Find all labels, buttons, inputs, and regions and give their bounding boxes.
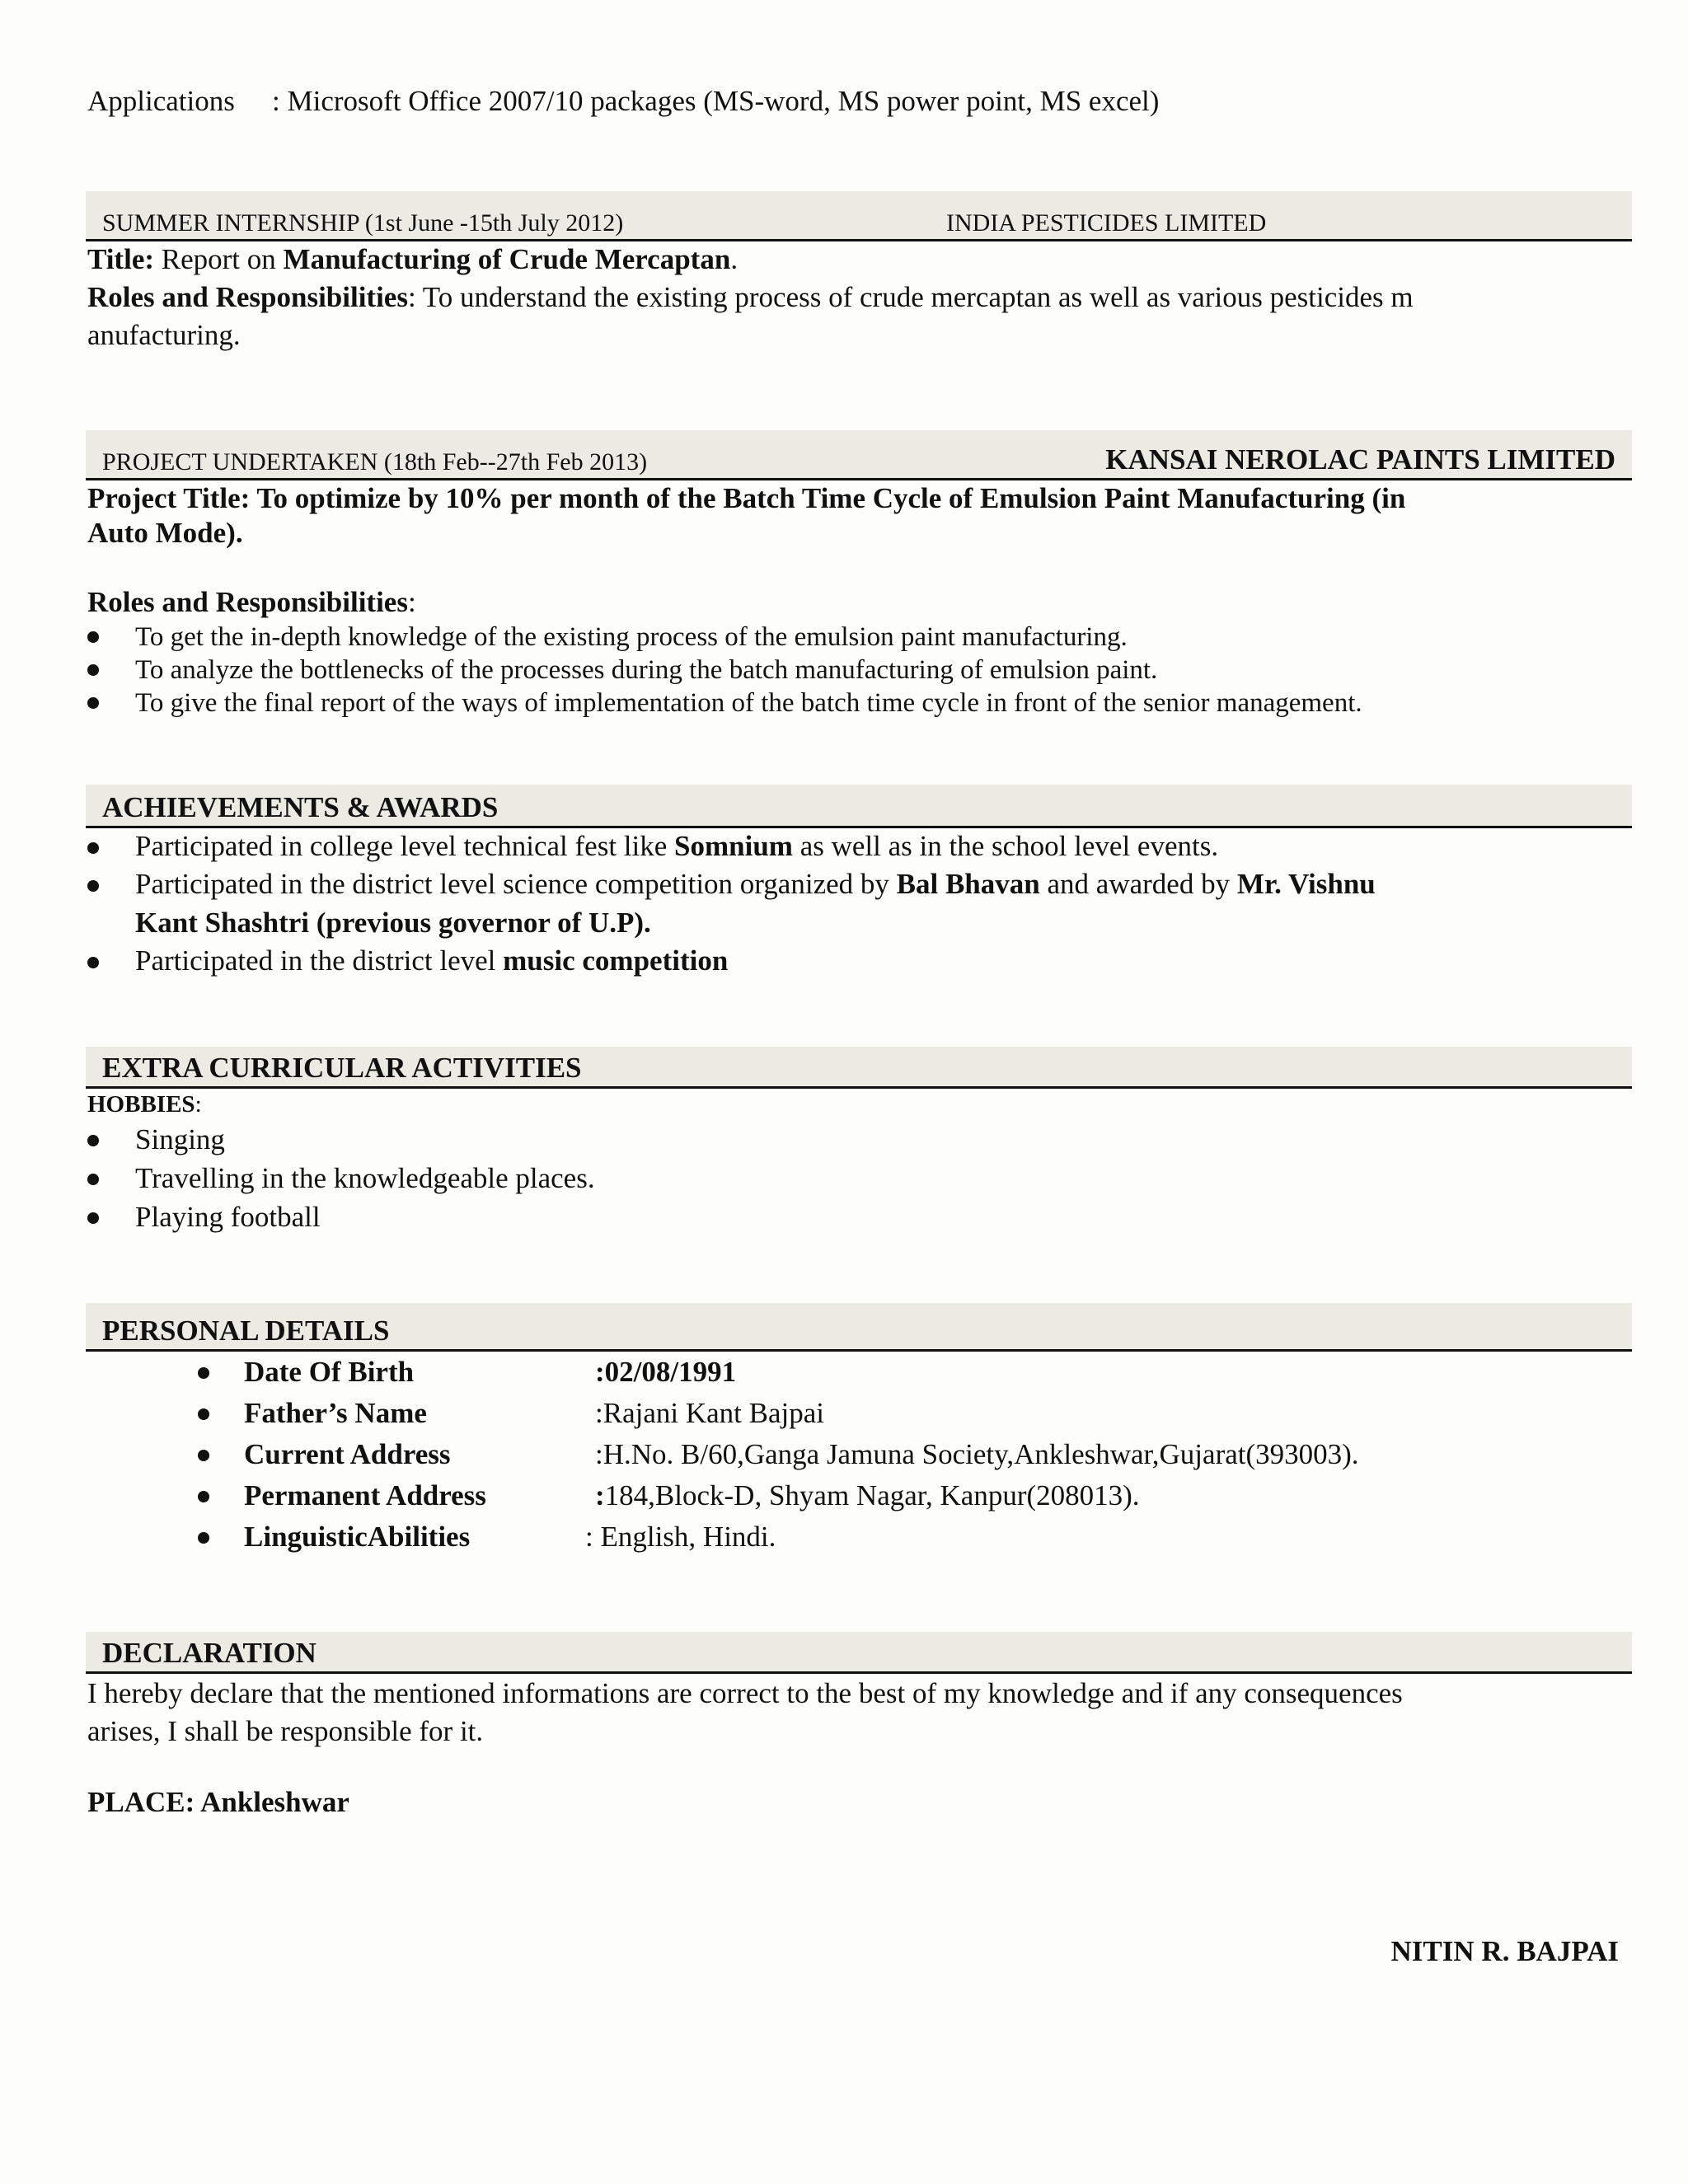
- hobby-item: Travelling in the knowledgeable places.: [135, 1162, 595, 1194]
- internship-title-bold: Manufacturing of Crude Mercaptan: [283, 243, 731, 275]
- achievement-bold: Bal Bhavan: [896, 868, 1040, 900]
- internship-title: [87, 241, 738, 279]
- hobbies-label: HOBBIES: [87, 1091, 195, 1118]
- bullet-icon: [87, 664, 99, 676]
- personal-value: : English, Hindi.: [585, 1521, 776, 1553]
- internship-title-label: Title:: [87, 243, 155, 275]
- applications-value: : Microsoft Office 2007/10 packages (MS-word, MS power point, MS excel): [272, 85, 1160, 117]
- bullet-icon: [87, 697, 99, 709]
- achievement-text: as well as in the school level events.: [792, 830, 1219, 862]
- achievement-text: Participated in the district level science competition organized by: [135, 868, 897, 900]
- declaration-heading: DECLARATION: [102, 1637, 316, 1669]
- project-role-item: To get the in-depth knowledge of the existing process of the emulsion paint manufacturing.: [135, 622, 1128, 652]
- personal-value-text: 184,Block-D, Shyam Nagar, Kanpur(208013).: [604, 1479, 1140, 1511]
- project-title-line2: Auto Mode).: [87, 517, 243, 549]
- internship-roles-label: Roles and Responsibilities: [87, 281, 408, 313]
- internship-title-post: .: [730, 243, 738, 275]
- project-title-line1: Project Title: To optimize by 10% per month of the Batch Time Cycle of Emulsion Paint Manufacturing (in: [87, 482, 1406, 514]
- personal-label: Date Of Birth: [244, 1356, 415, 1388]
- project-roles-colon: :: [407, 586, 416, 618]
- declaration-line2: arises, I shall be responsible for it.: [87, 1715, 484, 1747]
- bullet-icon: [198, 1532, 209, 1544]
- achievement-bold: music competition: [503, 944, 729, 977]
- project-heading: PROJECT UNDERTAKEN (18th Feb--27th Feb 2013): [102, 448, 648, 476]
- personal-label: Father’s Name: [244, 1397, 427, 1429]
- achievement-bold: Somnium: [674, 830, 793, 862]
- applications-row: [87, 82, 235, 120]
- achievement-item-2-line2: Kant Shashtri (previous governor of U.P).: [135, 907, 651, 939]
- extra-heading: EXTRA CURRICULAR ACTIVITIES: [102, 1052, 582, 1084]
- hobbies-colon: :: [195, 1091, 202, 1118]
- personal-value: :Rajani Kant Bajpai: [595, 1397, 824, 1429]
- bullet-icon: [198, 1491, 209, 1502]
- bullet-icon: [87, 880, 99, 892]
- project-company: KANSAI NEROLAC PAINTS LIMITED: [1105, 443, 1615, 476]
- bullet-icon: [87, 842, 99, 854]
- achievements-header-band: [86, 785, 1632, 828]
- bullet-icon: [87, 631, 99, 643]
- bullet-icon: [198, 1367, 209, 1379]
- hobby-item: Playing football: [135, 1201, 321, 1233]
- achievement-item-2: [135, 865, 1376, 903]
- achievement-text: Participated in the district level: [135, 944, 504, 977]
- internship-company: INDIA PESTICIDES LIMITED: [946, 209, 1267, 237]
- achievement-item-1: [135, 827, 1218, 865]
- signature-name: NITIN R. BAJPAI: [1390, 1935, 1619, 1967]
- declaration-line1: I hereby declare that the mentioned informations are correct to the best of my knowledge and if any consequences: [87, 1677, 1403, 1709]
- bullet-icon: [87, 957, 99, 968]
- achievement-bold: Mr. Vishnu: [1236, 868, 1376, 900]
- achievement-text: Participated in college level technical fest like: [135, 830, 675, 862]
- personal-value: :02/08/1991: [595, 1356, 737, 1388]
- hobbies-heading: [87, 1091, 202, 1118]
- internship-roles-text: : To understand the existing process of crude mercaptan as well as various pesticides m: [407, 281, 1414, 313]
- declaration-header-band: [86, 1632, 1632, 1674]
- personal-value: [595, 1477, 1140, 1515]
- personal-label: LinguisticAbilities: [244, 1521, 471, 1553]
- personal-heading: PERSONAL DETAILS: [102, 1315, 390, 1347]
- project-roles-label: Roles and Responsibilities: [87, 586, 408, 618]
- achievements-heading: ACHIEVEMENTS & AWARDS: [102, 791, 499, 823]
- bullet-icon: [198, 1408, 209, 1420]
- extra-header-band: [86, 1047, 1632, 1089]
- internship-roles-line2: anufacturing.: [87, 319, 241, 351]
- personal-value: :H.No. B/60,Ganga Jamuna Society,Ankleshwar,Gujarat(393003).: [595, 1438, 1359, 1470]
- project-roles-heading: [87, 583, 416, 621]
- personal-value-colon: :: [595, 1479, 605, 1511]
- project-header-band: [86, 430, 1632, 480]
- internship-heading: SUMMER INTERNSHIP (1st June -15th July 2012): [102, 209, 624, 237]
- achievement-item-3: [135, 942, 728, 980]
- internship-title-pre: Report on: [154, 243, 284, 275]
- personal-header-band: [86, 1303, 1632, 1352]
- internship-roles-line1: [87, 279, 1414, 316]
- achievement-text: and awarded by: [1039, 868, 1237, 900]
- applications-label: Applications: [87, 85, 235, 117]
- hobby-item: Singing: [135, 1123, 225, 1155]
- bullet-icon: [87, 1135, 99, 1146]
- bullet-icon: [87, 1174, 99, 1185]
- internship-header-band: [86, 191, 1632, 241]
- bullet-icon: [87, 1212, 99, 1224]
- declaration-place: PLACE: Ankleshwar: [87, 1786, 349, 1818]
- bullet-icon: [198, 1450, 209, 1461]
- project-role-item: To give the final report of the ways of implementation of the batch time cycle in front of the senior management.: [135, 688, 1362, 718]
- personal-label: Permanent Address: [244, 1479, 486, 1511]
- project-role-item: To analyze the bottlenecks of the processes during the batch manufacturing of emulsion paint.: [135, 655, 1158, 685]
- personal-label: Current Address: [244, 1438, 451, 1470]
